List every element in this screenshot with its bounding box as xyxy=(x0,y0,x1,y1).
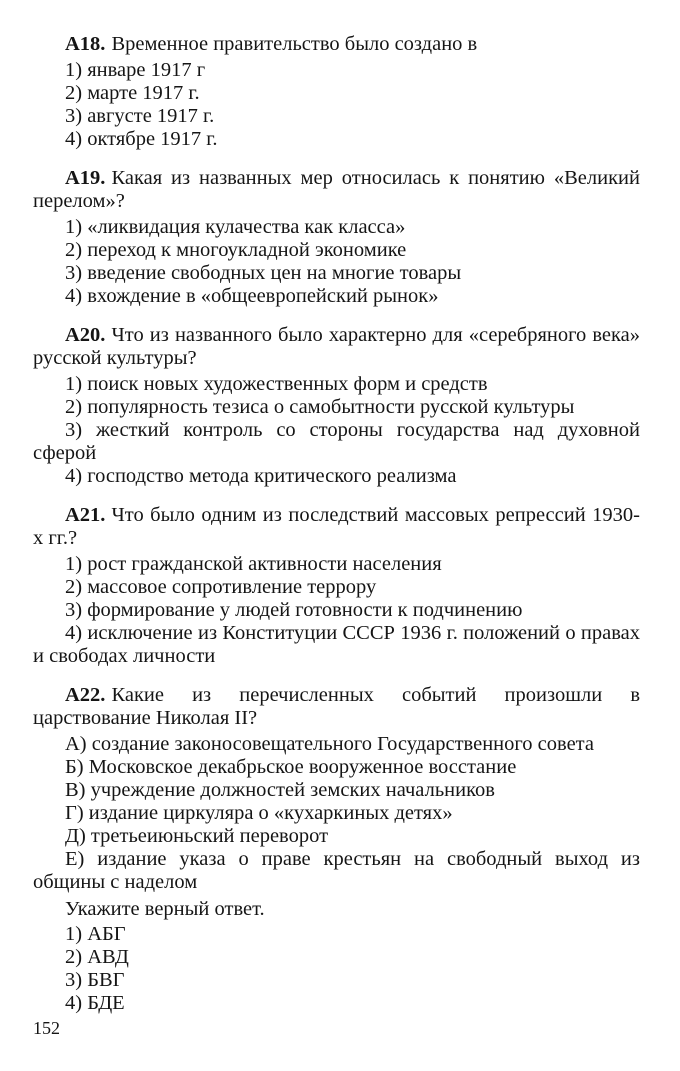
question-text: Что из названного было характерно для «серебряного века» русской культуры? xyxy=(33,324,640,369)
question-a18 xyxy=(33,33,640,151)
content-area xyxy=(33,33,640,1031)
answer-option: 1) «ликвидация кулачества как класса» xyxy=(65,216,406,238)
event-item: Д) третьеиюньский переворот xyxy=(65,825,329,847)
question-number: А19. xyxy=(65,167,106,189)
answer-option: 3) августе 1917 г. xyxy=(65,105,215,127)
answer-option: 1) АБГ xyxy=(65,923,126,945)
question-stem xyxy=(33,684,640,730)
page-number: 152 xyxy=(33,1018,60,1038)
question-stem xyxy=(33,167,640,213)
answer-option: 1) январе 1917 г xyxy=(65,59,206,81)
answer-option: 4) октябре 1917 г. xyxy=(65,128,218,150)
event-item: Б) Московское декабрьское вооруженное восстание xyxy=(65,756,517,778)
question-text: Временное правительство было создано в xyxy=(111,33,478,55)
answer-option: 4) исключение из Конституции СССР 1936 г. положений о правах и свободах личности xyxy=(33,622,640,667)
event-item: В) учреждение должностей земских начальников xyxy=(65,779,495,801)
answer-option: 2) переход к многоукладной экономике xyxy=(65,239,407,261)
event-item: А) создание законосовещательного Государственного совета xyxy=(65,733,594,755)
question-stem xyxy=(33,504,640,550)
question-text: Какие из перечисленных событий произошли в царствование Николая II? xyxy=(33,684,640,729)
answer-option: 1) рост гражданской активности населения xyxy=(65,553,442,575)
question-a19 xyxy=(33,167,640,308)
answer-option: 4) вхождение в «общеевропейский рынок» xyxy=(65,285,439,307)
answer-option: 3) БВГ xyxy=(65,969,125,991)
question-stem xyxy=(33,33,640,56)
question-number: А18. xyxy=(65,33,106,55)
answer-option: 3) формирование у людей готовности к подчинению xyxy=(65,599,523,621)
answer-option: 3) введение свободных цен на многие товары xyxy=(65,262,462,284)
event-item: Г) издание циркуляра о «кухаркиных детях» xyxy=(65,802,453,824)
question-text: Какая из названных мер относилась к понятию «Великий перелом»? xyxy=(33,167,640,212)
question-number: А22. xyxy=(65,684,106,706)
answer-option: 2) АВД xyxy=(65,946,129,968)
answer-option: 2) массовое сопротивление террору xyxy=(65,576,377,598)
answer-option: 2) марте 1917 г. xyxy=(65,82,200,104)
question-number: А20. xyxy=(65,324,106,346)
answer-option: 4) БДЕ xyxy=(65,992,125,1014)
question-a21 xyxy=(33,504,640,668)
question-a20 xyxy=(33,324,640,488)
question-text: Что было одним из последствий массовых репрессий 1930-х гг.? xyxy=(33,504,640,549)
event-item: Е) издание указа о праве крестьян на свободный выход из общины с наделом xyxy=(33,848,640,893)
answer-instruction: Укажите верный ответ. xyxy=(65,898,265,920)
question-number: А21. xyxy=(65,504,106,526)
answer-option: 1) поиск новых художественных форм и средств xyxy=(65,373,488,395)
answer-option: 4) господство метода критического реализма xyxy=(65,465,457,487)
answer-option: 3) жесткий контроль со стороны государства над духовной сферой xyxy=(33,419,640,464)
question-stem xyxy=(33,324,640,370)
answer-option: 2) популярность тезиса о самобытности русской культуры xyxy=(65,396,575,418)
question-a22 xyxy=(33,684,640,1015)
